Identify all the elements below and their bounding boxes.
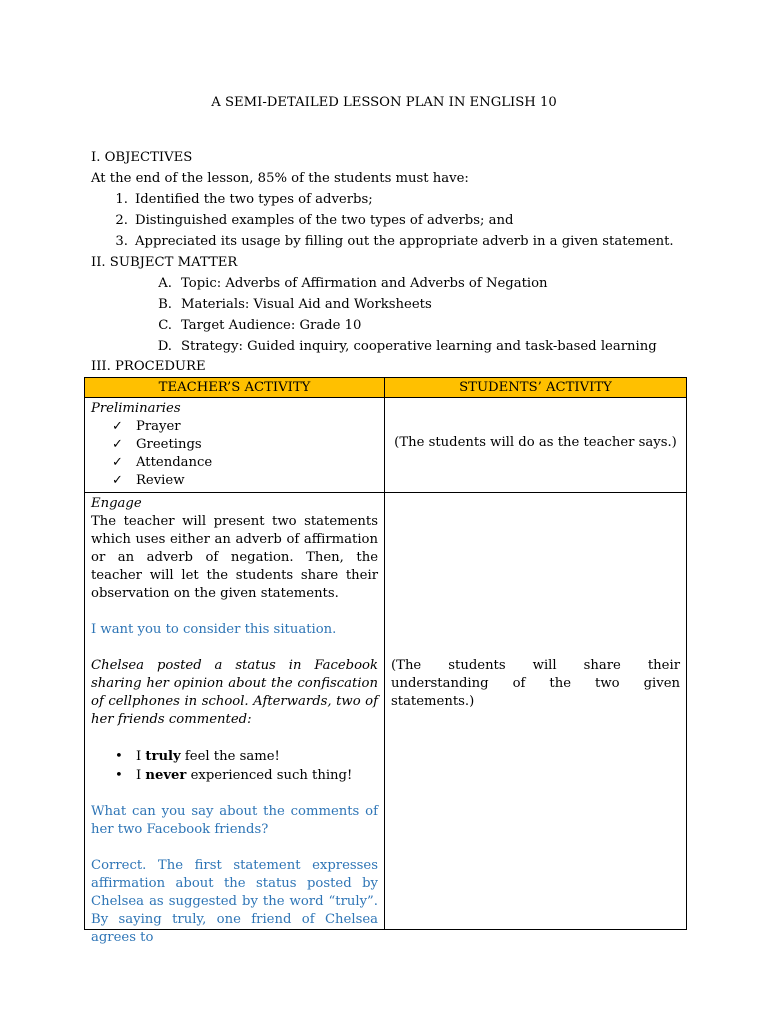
list-item	[91, 436, 378, 454]
comment-text: I	[136, 749, 146, 764]
engage-answer: Correct. The first statement expresses affirmation about the status posted by Chelsea as suggested by the word “truly”. By saying truly, one friend of Chelsea agrees to	[91, 858, 378, 945]
subject-matter-text: Topic: Adverbs of Affirmation and Adverbs of Negation	[181, 276, 548, 291]
preliminary-item-text: Review	[136, 473, 185, 488]
objective-text: Appreciated its usage by filling out the appropriate adverb in a given statement.	[135, 234, 674, 249]
preliminaries-student-cell	[385, 398, 687, 493]
preliminaries-list	[91, 418, 378, 490]
subject-matter-heading: II. SUBJECT MATTER	[91, 255, 238, 270]
list-item	[91, 766, 378, 785]
comment-bold-word: never	[145, 768, 187, 783]
checkmark-icon: ✓	[112, 455, 124, 470]
list-item	[91, 454, 378, 472]
preliminary-item-text: Prayer	[136, 419, 181, 434]
objective-number: 3.	[115, 234, 128, 249]
table-row	[85, 493, 687, 930]
preliminaries-student-text: (The students will do as the teacher says.)	[394, 434, 677, 450]
checkmark-icon: ✓	[112, 419, 124, 434]
engage-intro: The teacher will present two statements which uses either an adverb of affirmation or an adverb of negation. Then, the teacher will let the students share their observation on the given statements.	[91, 514, 378, 601]
engage-student-cell	[385, 493, 687, 930]
list-item	[91, 747, 378, 766]
comment-text: I	[136, 768, 146, 783]
engage-prompt: I want you to consider this situation.	[91, 622, 337, 637]
checkmark-icon: ✓	[112, 473, 124, 488]
engage-situation: Chelsea posted a status in Facebook sharing her opinion about the confiscation of cellphones in school. Afterwards, two of her friends commented:	[91, 658, 378, 727]
preliminary-item-text: Greetings	[136, 437, 202, 452]
engage-cell	[85, 493, 385, 945]
subject-matter-letter: B.	[158, 297, 172, 312]
objective-text: Identified the two types of adverbs;	[135, 192, 373, 207]
objective-number: 1.	[115, 192, 128, 207]
subject-matter-text: Target Audience: Grade 10	[181, 318, 362, 333]
list-item	[91, 472, 378, 490]
objectives-intro: At the end of the lesson, 85% of the students must have:	[91, 171, 469, 186]
table-row	[85, 398, 687, 493]
teacher-activity-header: TEACHER’S ACTIVITY	[85, 378, 385, 398]
preliminary-item-text: Attendance	[136, 455, 213, 470]
subject-matter-text: Strategy: Guided inquiry, cooperative learning and task-based learning	[181, 339, 657, 354]
engage-label: Engage	[91, 496, 142, 511]
objectives-heading: I. OBJECTIVES	[91, 150, 193, 165]
bullet-icon: •	[115, 749, 123, 764]
procedure-table	[84, 377, 687, 945]
subject-matter-letter: A.	[158, 276, 172, 291]
comment-text: feel the same!	[180, 749, 280, 764]
subject-matter-letter: D.	[157, 339, 172, 354]
engage-student-text: (The students will share their understanding of the two given statements.)	[391, 658, 680, 709]
subject-matter-text: Materials: Visual Aid and Worksheets	[181, 297, 432, 312]
preliminaries-label: Preliminaries	[91, 401, 181, 416]
list-item	[91, 418, 378, 436]
comment-text: experienced such thing!	[186, 768, 353, 783]
checkmark-icon: ✓	[112, 437, 124, 452]
subject-matter-letter: C.	[158, 318, 172, 333]
procedure-heading: III. PROCEDURE	[91, 359, 206, 374]
comments-list	[91, 747, 378, 785]
students-activity-header: STUDENTS’ ACTIVITY	[385, 378, 687, 398]
objective-text: Distinguished examples of the two types of adverbs; and	[135, 213, 514, 228]
page-title: A SEMI-DETAILED LESSON PLAN IN ENGLISH 10	[211, 95, 557, 110]
comment-bold-word: truly	[145, 749, 181, 764]
bullet-icon: •	[115, 768, 123, 783]
engage-question: What can you say about the comments of her two Facebook friends?	[91, 804, 378, 837]
preliminaries-cell	[85, 398, 385, 493]
table-header-row	[85, 378, 687, 398]
objective-number: 2.	[115, 213, 128, 228]
